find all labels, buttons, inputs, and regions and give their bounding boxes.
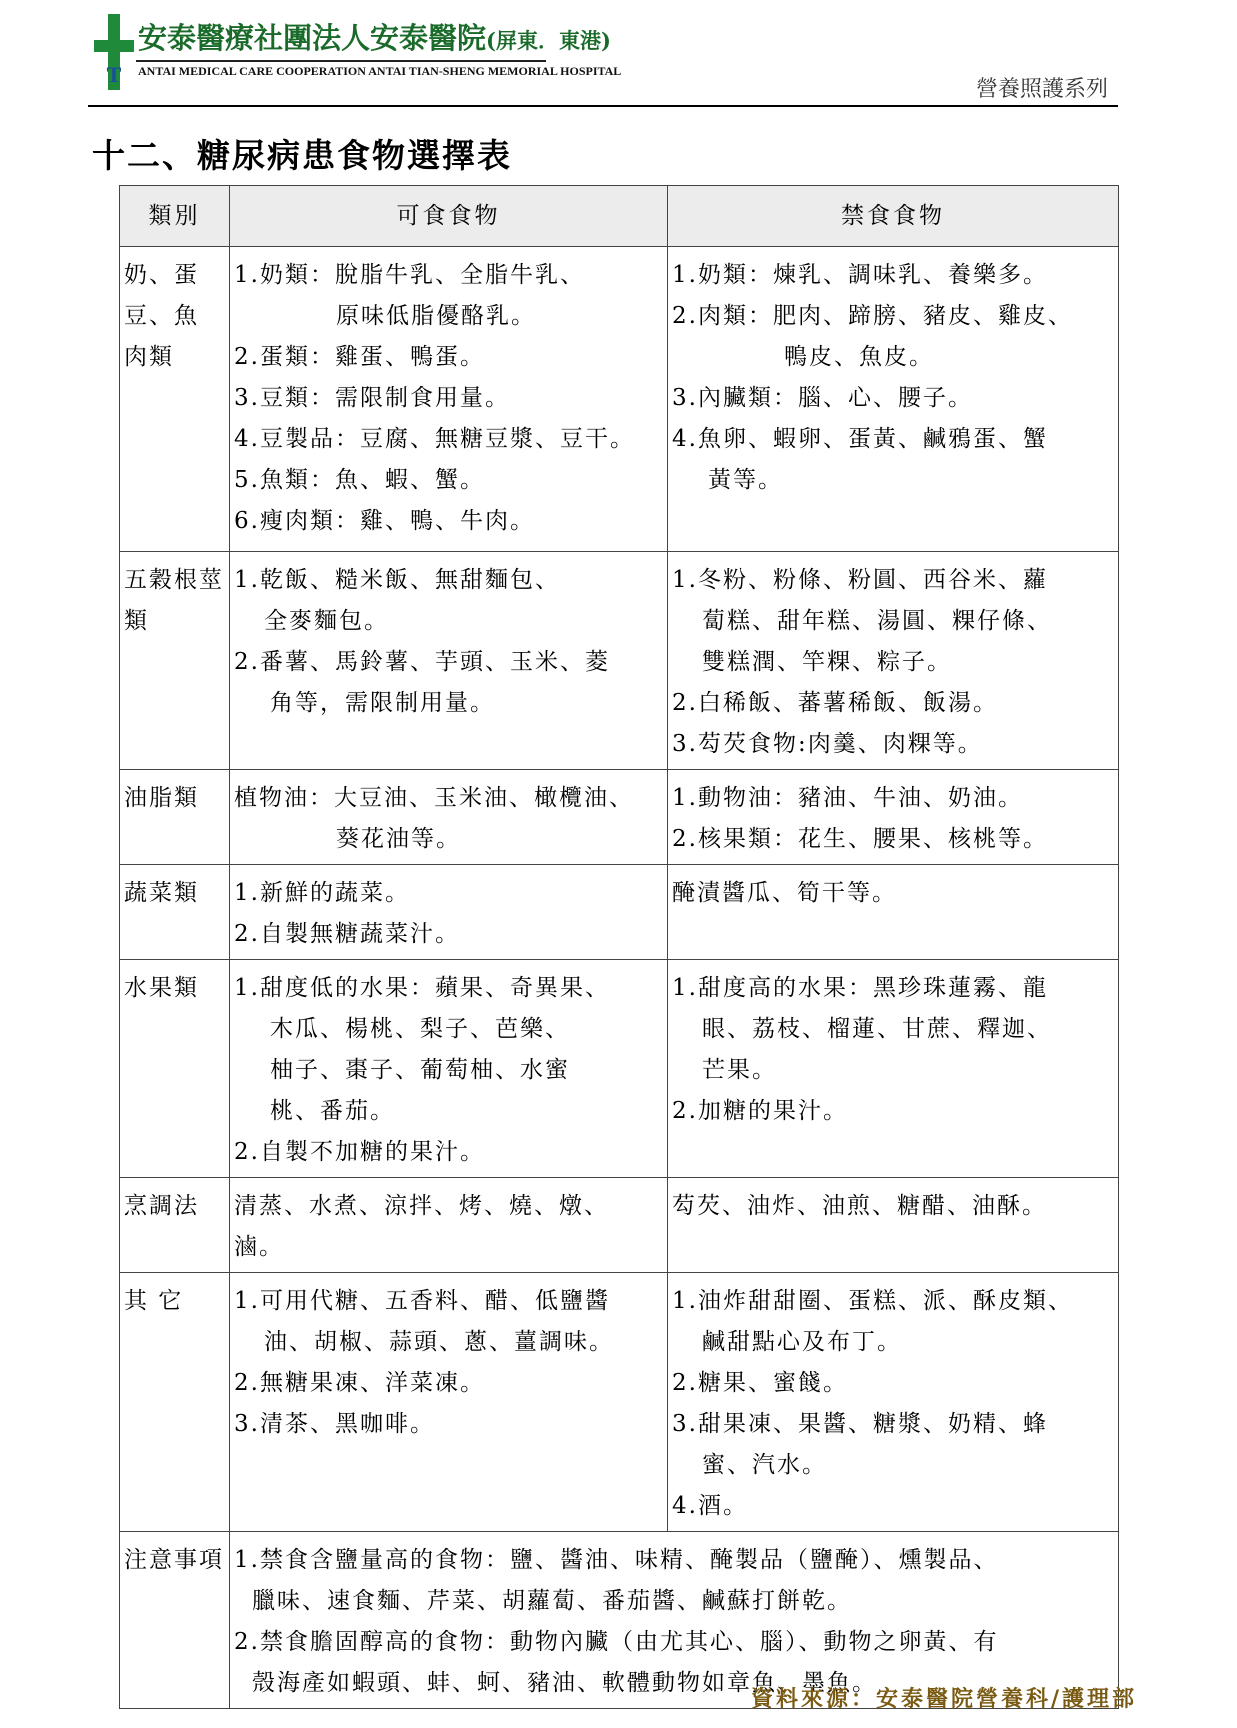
forbidden-cell: 醃漬醬瓜、筍干等。: [668, 865, 1119, 960]
notes-cell: 1.禁食含鹽量高的食物：鹽、醬油、味精、醃製品（鹽醃）、燻製品、 臘味、速食麵、芹菜、胡蘿蔔、番茄醬、鹹蘇打餅乾。 2.禁食膽固醇高的食物：動物內臟（由尤其心、腦）、動物之卵黃、有 殼海產如蝦頭、蚌、蚵、豬油、軟體動物如章魚、墨魚。: [230, 1532, 1119, 1709]
forbidden-cell: 1.油炸甜甜圈、蛋糕、派、酥皮類、 鹹甜點心及布丁。 2.糖果、蜜餞。 3.甜果凍、果醬、糖漿、奶精、蜂 蜜、汽水。 4.酒。: [668, 1273, 1119, 1532]
forbidden-cell: 芶芡、油炸、油煎、糖醋、油酥。: [668, 1178, 1119, 1273]
hospital-english-name: ANTAI MEDICAL CARE COOPERATION ANTAI TIAN-SHENG MEMORIAL HOSPITAL: [138, 64, 622, 78]
forbidden-cell: 1.冬粉、粉條、粉圓、西谷米、蘿 蔔糕、甜年糕、湯圓、粿仔條、 雙糕潤、竿粿、粽子。 2.白稀飯、蕃薯稀飯、飯湯。 3.芶芡食物:肉羹、肉粿等。: [668, 552, 1119, 770]
series-label: 營養照護系列: [975, 77, 1108, 102]
allowed-cell: 1.可用代糖、五香料、醋、低鹽醬 油、胡椒、蒜頭、蔥、薑調味。 2.無糖果凍、洋菜凍。 3.清茶、黑咖啡。: [230, 1273, 668, 1532]
page-header: [88, 12, 1118, 110]
table-row: [120, 1273, 1119, 1532]
allowed-cell: 清蒸、水煮、涼拌、烤、燒、燉、 滷。: [230, 1178, 668, 1273]
category-cell: 奶、蛋 豆、魚 肉類: [120, 247, 230, 552]
svg-text:T: T: [106, 62, 122, 87]
table-row: [120, 552, 1119, 770]
hospital-location: (屏東．東港): [486, 28, 611, 53]
hospital-name: 安泰醫療社團法人安泰醫院(屏東．東港): [138, 21, 611, 55]
table-row: [120, 247, 1119, 552]
food-choice-table: [119, 185, 1119, 1709]
allowed-cell: 1.甜度低的水果：蘋果、奇異果、 木瓜、楊桃、梨子、芭樂、 柚子、棗子、葡萄柚、水蜜 桃、番茄。 2.自製不加糖的果汁。: [230, 960, 668, 1178]
forbidden-cell: 1.甜度高的水果：黑珍珠蓮霧、龍 眼、荔枝、榴蓮、甘蔗、釋迦、 芒果。 2.加糖的果汁。: [668, 960, 1119, 1178]
category-cell: 油脂類: [120, 770, 230, 865]
table-row: [120, 865, 1119, 960]
category-cell: 五穀根莖 類: [120, 552, 230, 770]
table-row: [120, 960, 1119, 1178]
header-allowed: 可食食物: [230, 186, 668, 247]
allowed-cell: 植物油：大豆油、玉米油、橄欖油、 葵花油等。: [230, 770, 668, 865]
source-footer: 資料來源：安泰醫院營養科/護理部: [750, 1686, 1137, 1712]
hospital-logo-icon: [94, 14, 134, 90]
forbidden-cell: 1.奶類：煉乳、調味乳、養樂多。 2.肉類：肥肉、蹄膀、豬皮、雞皮、 鴨皮、魚皮。 3.內臟類：腦、心、腰子。 4.魚卵、蝦卵、蛋黃、鹹鴉蛋、蟹 黃等。: [668, 247, 1119, 552]
table-header-row: [120, 186, 1119, 247]
allowed-cell: 1.乾飯、糙米飯、無甜麵包、 全麥麵包。 2.番薯、馬鈴薯、芋頭、玉米、菱 角等，需限制用量。: [230, 552, 668, 770]
category-cell: 蔬菜類: [120, 865, 230, 960]
category-cell: 水果類: [120, 960, 230, 1178]
header-category: 類別: [120, 186, 230, 247]
page-title: 十二、糖尿病患食物選擇表: [92, 136, 512, 175]
header-forbidden: 禁食食物: [668, 186, 1119, 247]
header-divider: [88, 105, 1118, 107]
category-cell: 注意事項: [120, 1532, 230, 1709]
table-row: [120, 1178, 1119, 1273]
category-cell: 其 它: [120, 1273, 230, 1532]
category-cell: 烹調法: [120, 1178, 230, 1273]
allowed-cell: 1.奶類：脫脂牛乳、全脂牛乳、 原味低脂優酪乳。 2.蛋類：雞蛋、鴨蛋。 3.豆類：需限制食用量。 4.豆製品：豆腐、無糖豆漿、豆干。 5.魚類：魚、蝦、蟹。 6.瘦肉類：雞、鴨、牛肉。: [230, 247, 668, 552]
logo-divider: [136, 60, 546, 62]
table-row: [120, 770, 1119, 865]
allowed-cell: 1.新鮮的蔬菜。 2.自製無糖蔬菜汁。: [230, 865, 668, 960]
forbidden-cell: 1.動物油：豬油、牛油、奶油。 2.核果類：花生、腰果、核桃等。: [668, 770, 1119, 865]
